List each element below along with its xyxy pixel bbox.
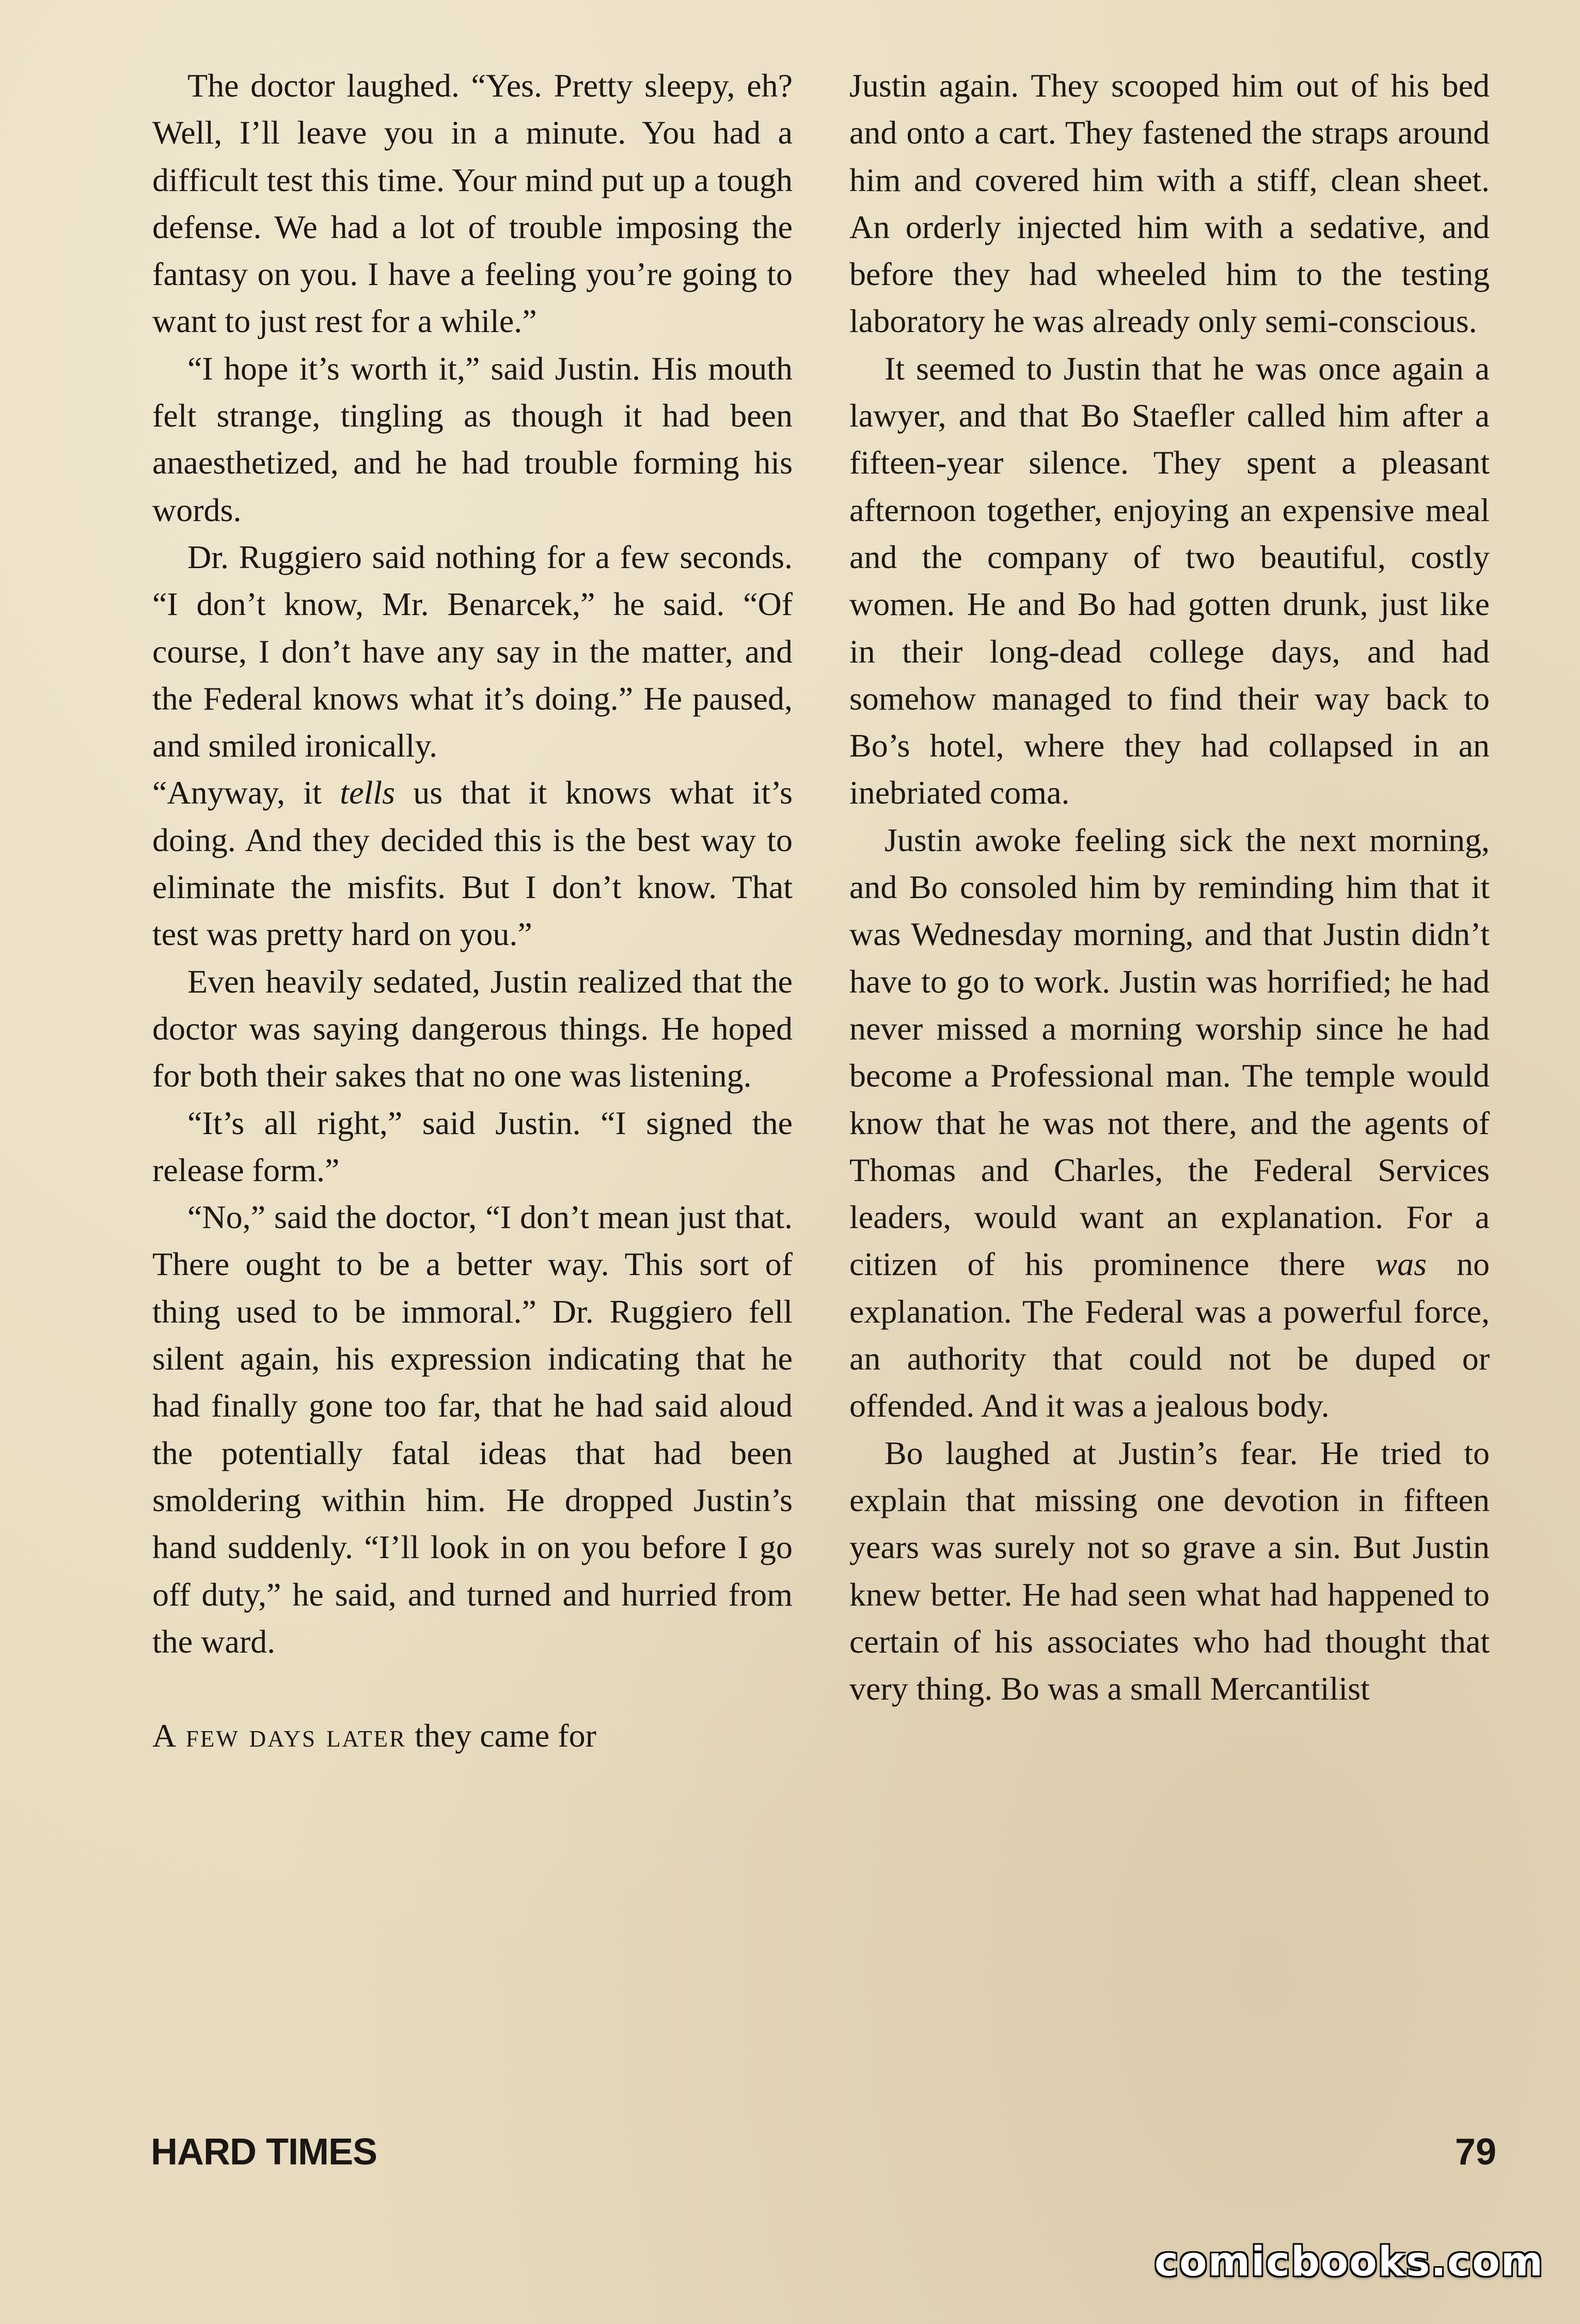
paragraph-continued: Justin again. They scooped him out of his bed and onto a cart. They fastened the straps around him and covered him with a stiff, clean sheet. An orderly injected him with a sedative, and before they had wheeled him to the testing laboratory he was already only semi-conscious. [849, 67, 1490, 340]
text-run: they came for [406, 1717, 596, 1754]
page-number: 79 [1455, 2131, 1496, 2173]
paragraph: Dr. Ruggiero said nothing for a few seconds. “I don’t know, Mr. Benarcek,” he said. “Of course, I don’t have any say in the matter, and the Federal knows what it’s doing.” He paused, and smiled ironically. [152, 538, 793, 764]
paragraph: Even heavily sedated, Justin realized that the doctor was saying dangerous things. He hoped for both their sakes that no one was listening. [152, 963, 793, 1094]
text-run: Justin awoke feeling sick the next morning, and Bo consoled him by reminding him that it was Wednesday morning, and that Justin didn’t have to go to work. Justin was horrified; he had never missed a morning worship since he had become a Professional man. The temple would know that he was not there, and the agents of Thomas and Charles, the Federal Services leaders, would want an explanation. For a citizen of his prominence there [849, 821, 1490, 1283]
small-caps-lead: A few days later [152, 1717, 407, 1754]
text-run: “Anyway, it [152, 774, 340, 811]
text-run: us that it knows what it’s doing. And they decided this is the best way to eliminate the misfits. But I don’t know. That test was pretty hard on you.” [152, 774, 793, 953]
text-run: no explanation. The Federal was a powerful force, an authority that could not be duped or offended. And it was a jealous body. [849, 1246, 1490, 1424]
emphasized-word: tells [340, 774, 395, 811]
paragraph: The doctor laughed. “Yes. Pretty sleepy, eh? Well, I’ll leave you in a minute. You had a difficult test this time. Your mind put up a tough defense. We had a lot of trouble imposing the fantasy on you. I have a feeling you’re going to want to just rest for a while.” [152, 67, 793, 340]
emphasized-word: was [1375, 1246, 1427, 1283]
paragraph: “It’s all right,” said Justin. “I signed the release form.” [152, 1104, 793, 1188]
paragraph-continued [152, 769, 793, 957]
paragraph: It seemed to Justin that he was once again a lawyer, and that Bo Staefler called him after a fifteen-year silence. They spent a pleasant afternoon together, enjoying an expensive meal and the company of two beautiful, costly women. He and Bo had gotten drunk, just like in their long-dead college days, and had somehow managed to find their way back to Bo’s hotel, where they had collapsed in an inebriated coma. [849, 350, 1490, 811]
paragraph [849, 816, 1490, 1430]
paragraph: “I hope it’s worth it,” said Justin. His mouth felt strange, tingling as though it had been anaesthetized, and he had trouble forming his words. [152, 350, 793, 528]
footer-magazine-title: HARD TIMES [151, 2131, 377, 2173]
left-text-column [152, 62, 793, 1759]
watermark: comicbooks.com [1154, 2239, 1544, 2285]
paragraph: “No,” said the doctor, “I don’t mean just that. There ought to be a better way. This sort of thing used to be immoral.” Dr. Ruggiero fell silent again, his expression indicating that he had finally gone too far, that he had said aloud the potentially fatal ideas that had been smoldering within him. He dropped Justin’s hand suddenly. “I’ll look in on you before I go off duty,” he said, and turned and hurried from the ward. [152, 1199, 793, 1660]
right-text-column [849, 62, 1490, 1712]
paragraph: Bo laughed at Justin’s fear. He tried to explain that missing one devotion in fifteen years was surely not so grave a sin. But Justin knew better. He had seen what had happened to certain of his associates who had thought that very thing. Bo was a small Mercantilist [849, 1434, 1490, 1707]
section-break-paragraph [152, 1712, 793, 1759]
